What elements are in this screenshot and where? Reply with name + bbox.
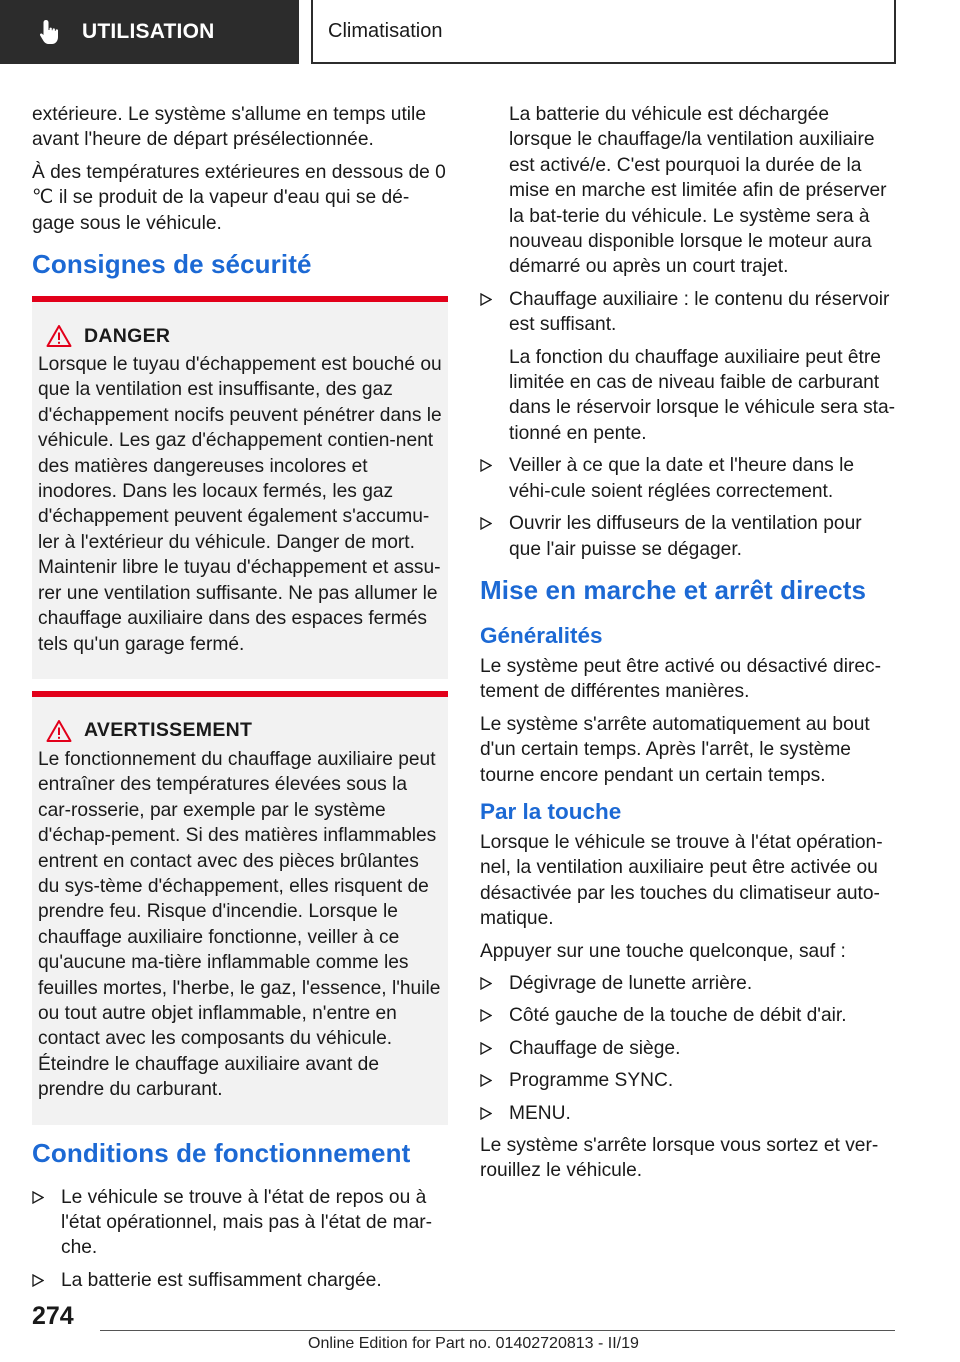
triangle-bullet-icon	[480, 511, 509, 562]
list-item: Chauffage de siège.	[480, 1036, 896, 1061]
triangle-bullet-icon	[480, 1101, 509, 1126]
button-paragraph: Lorsque le véhicule se trouve à l'état opération‐nel, la ventilation auxiliaire peut être activée ou désactivée par les touches du climatiseur auto‐matique.	[480, 831, 883, 930]
section-tab	[0, 0, 299, 64]
page-number: 274	[32, 1302, 74, 1330]
list-item: Programme SYNC.	[480, 1068, 896, 1093]
general-paragraph: Le système peut être activé ou désactivé direc‐tement de différentes manières.	[480, 655, 882, 703]
heading-button: Par la touche	[480, 798, 622, 824]
battery-note: La batterie du véhicule est déchargée lorsque le chauffage/la ventilation auxiliaire est activé/e. C'est pourquoi la durée de la mise en marche est limitée afin de préserver la bat‐terie du véhicule. Le système sera à nouveau disponible lorsque le moteur aura démarré ou après un court trajet.	[509, 104, 887, 278]
warning-title: AVERTISSEMENT	[84, 719, 253, 742]
triangle-bullet-icon	[480, 453, 509, 504]
triangle-bullet-icon	[32, 1268, 61, 1293]
list-item: La batterie est suffisamment chargée.	[32, 1268, 448, 1293]
intro-paragraph: extérieure. Le système s'allume en temps utile avant l'heure de départ présélectionnée.	[32, 104, 426, 151]
list-item: Chauffage auxiliaire : le contenu du réservoir est suffisant.	[480, 287, 896, 338]
keys-list	[480, 971, 896, 1126]
list-item: Côté gauche de la touche de débit d'air.	[480, 1003, 896, 1028]
conditions-list	[32, 1185, 448, 1294]
danger-box	[32, 296, 448, 679]
danger-title: DANGER	[84, 324, 171, 347]
warning-box	[32, 691, 448, 1125]
chapter-tab	[311, 0, 896, 64]
conditions-list-continued	[480, 287, 896, 338]
warning-text: Le fonctionnement du chauffage auxiliaire peut entraîner des températures élevées sous la car‐rosserie, par exemple par le système d'échap‐pement. Si des matières inflammables entrent en contact avec des pièces brûlantes du sys‐tème d'échappement, elles risquent de prendre feu. Risque d'incendie. Lorsque le chauffage auxiliaire fonctionne, veiller à ce qu'aucune ma‐tière inflammable comme les feuilles mortes, l'herbe, le gaz, l'essence, l'huile ou tout autre objet inflammable, n'entre en contact avec les composants du véhicule. Éteindre le chauffage auxiliaire avant de prendre du carburant.	[38, 748, 441, 1101]
heading-conditions: Conditions de fonctionnement	[32, 1137, 411, 1168]
heading-safety: Consignes de sécurité	[32, 249, 312, 280]
general-paragraph: Le système s'arrête automatiquement au bout d'un certain temps. Après l'arrêt, le système tourne encore pendant un certain temps.	[480, 713, 870, 786]
heading-direct: Mise en marche et arrêt directs	[480, 574, 867, 605]
triangle-bullet-icon	[480, 287, 509, 338]
left-column	[32, 102, 448, 1300]
triangle-bullet-icon	[480, 971, 509, 996]
list-item: Le véhicule se trouve à l'état de repos ou à l'état opérationnel, mais pas à l'état de mar‐che.	[32, 1185, 448, 1261]
warning-triangle-icon	[46, 324, 72, 348]
triangle-bullet-icon	[480, 1036, 509, 1061]
warning-triangle-icon	[46, 719, 72, 743]
conditions-list-continued	[480, 453, 896, 562]
edition-note: Online Edition for Part no. 01402720813 - II/19	[308, 1335, 639, 1352]
intro-paragraph: À des températures extérieures en dessous de 0 ℃ il se produit de la vapeur d'eau qui se dé‐gage sous le véhicule.	[32, 161, 446, 234]
triangle-bullet-icon	[480, 1068, 509, 1093]
danger-text: Lorsque le tuyau d'échappement est bouché ou que la ventilation est insuffisante, des gaz d'échappement nocifs peuvent pénétrer dans le véhicule. Les gaz d'échappement contien‐nent des matières dangereuses incolores et inodores. Dans les locaux fermés, les gaz d'échappement peuvent également s'accumu‐ler à l'extérieur du véhicule. Danger de mort. Maintenir libre le tuyau d'échappement et assu‐rer une ventilation suffisante. Ne pas allumer le chauffage auxiliaire dans des espaces fermés tels qu'un garage fermé.	[38, 354, 442, 655]
list-item: MENU.	[480, 1101, 896, 1126]
stop-paragraph: Le système s'arrête lorsque vous sortez et ver‐rouillez le véhicule.	[480, 1135, 879, 1182]
triangle-bullet-icon	[32, 1185, 61, 1261]
chapter-title: Climatisation	[328, 19, 443, 42]
heading-general: Généralités	[480, 622, 603, 648]
hand-pointer-icon	[38, 18, 66, 46]
button-paragraph: Appuyer sur une touche quelconque, sauf :	[480, 940, 846, 962]
footer-divider	[100, 1330, 895, 1331]
fuel-note: La fonction du chauffage auxiliaire peut être limitée en cas de niveau faible de carburant dans le réservoir lorsque le véhicule sera sta‐tionné en pente.	[509, 346, 896, 444]
right-column	[480, 102, 896, 1191]
list-item: Dégivrage de lunette arrière.	[480, 971, 896, 996]
list-item: Ouvrir les diffuseurs de la ventilation pour que l'air puisse se dégager.	[480, 511, 896, 562]
triangle-bullet-icon	[480, 1003, 509, 1028]
section-title: UTILISATION	[82, 20, 215, 43]
list-item: Veiller à ce que la date et l'heure dans le véhi‐cule soient réglées correctement.	[480, 453, 896, 504]
